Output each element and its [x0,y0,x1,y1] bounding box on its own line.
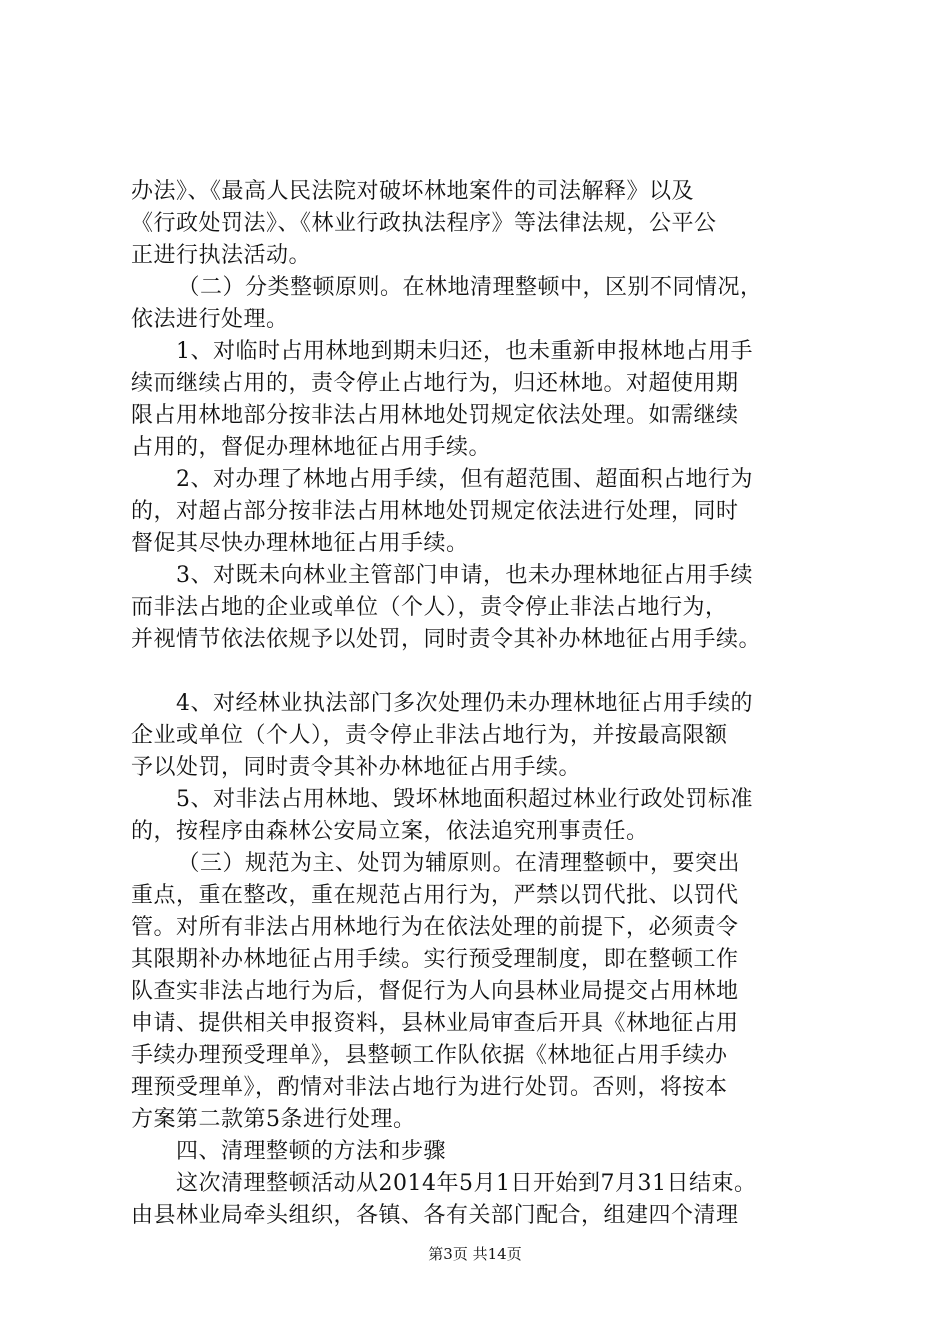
list-item-line: 3、对既未向林业主管部门申请，也未办理林地征占用手续 [176,563,753,588]
section-heading-line: （三）规范为主、处罚为辅原则。在清理整顿中，要突出 [166,851,741,876]
list-item-line: 1、对临时占用林地到期未归还，也未重新申报林地占用手 [176,339,753,364]
text-line: 督促其尽快办理林地征占用手续。 [131,531,469,556]
text-line: 重点，重在整改，重在规范占用行为，严禁以罚代批、以罚代 [131,883,739,908]
text-line: 办法》、《最高人民法院对破坏林地案件的司法解释》以及 [131,179,695,204]
text-line: 限占用林地部分按非法占用林地处罚规定依法处理。如需继续 [131,403,739,428]
text-line: 予以处罚，同时责令其补办林地征占用手续。 [131,755,582,780]
section-heading: 四、清理整顿的方法和步骤 [176,1139,447,1164]
text-line: 的，按程序由森林公安局立案，依法追究刑事责任。 [131,819,649,844]
list-item-line: 5、对非法占用林地、毁坏林地面积超过林业行政处罚标准 [176,787,753,812]
text-line: 申请、提供相关申报资料，县林业局审查后开具《林地征占用 [131,1011,739,1036]
text-line: 方案第二款第5条进行处理。 [131,1107,416,1132]
text-line: 续而继续占用的，责令停止占地行为，归还林地。对超使用期 [131,371,739,396]
text-line: 理预受理单》，酌情对非法占地行为进行处罚。否则，将按本 [131,1075,728,1100]
text-line: 手续办理预受理单》，县整顿工作队依据《林地征占用手续办 [131,1043,728,1068]
page-footer: 第3页 共14页 [428,1245,522,1263]
text-line: 由县林业局牵头组织，各镇、各有关部门配合，组建四个清理 [131,1203,739,1228]
text-line: 依法进行处理。 [131,307,289,332]
text-line: 《行政处罚法》、《林业行政执法程序》等法律法规，公平公 [131,211,717,236]
text-line: 正进行执法活动。 [131,243,312,268]
text-line: 其限期补办林地征占用手续。实行预受理制度，即在整顿工作 [131,947,739,972]
section-heading-line: （二）分类整顿原则。在林地清理整顿中，区别不同情况， [166,275,763,300]
text-line: 而非法占地的企业或单位（个人），责令停止非法占地行为， [131,595,728,620]
list-item-line: 4、对经林业执法部门多次处理仍未办理林地征占用手续的 [176,691,753,716]
text-line: 并视情节依法依规予以处罚，同时责令其补办林地征占用手续。 [131,627,762,652]
text-line: 的，对超占部分按非法占用林地处罚规定依法进行处理，同时 [131,499,739,524]
list-item-line: 2、对办理了林地占用手续，但有超范围、超面积占地行为 [176,467,753,492]
text-line: 管。对所有非法占用林地行为在依法处理的前提下，必须责令 [131,915,739,940]
text-line: 企业或单位（个人），责令停止非法占地行为，并按最高限额 [131,723,728,748]
text-line: 这次清理整顿活动从2014年5月1日开始到7月31日结束。 [176,1171,757,1196]
text-line: 占用的，督促办理林地征占用手续。 [131,435,492,460]
text-line: 队查实非法占地行为后，督促行为人向县林业局提交占用林地 [131,979,739,1004]
